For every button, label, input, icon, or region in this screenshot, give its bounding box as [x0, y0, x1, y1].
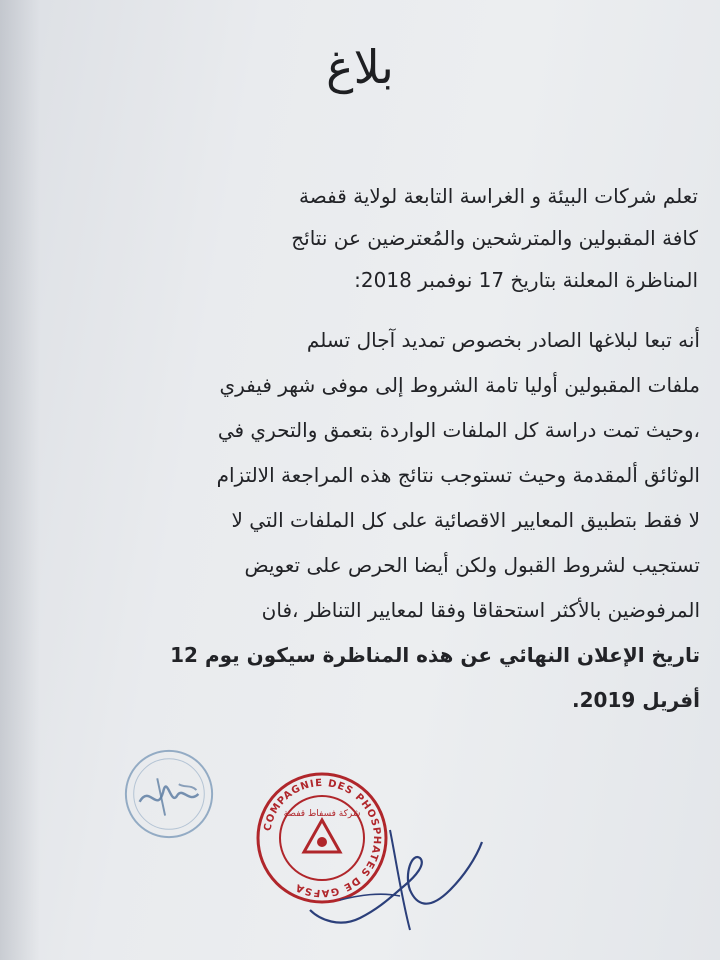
- body-line: المرفوضين بالأكثر استحقاقا وفقا لمعايير التناظر ،فان: [261, 598, 700, 622]
- body-line: أنه تبعا لبلاغها الصادر بخصوص تمديد آجال تسلم: [306, 328, 700, 352]
- stamp-inner-text: شركة فسفاط قفصة: [283, 809, 361, 819]
- signature-icon: [300, 800, 490, 940]
- intro-line: تعلم شركات البيئة و الغراسة التابعة لولاية قفصة: [299, 184, 698, 208]
- body-line: تستجيب لشروط القبول ولكن أيضا الحرص على تعويض: [244, 553, 700, 577]
- intro-line: المناظرة المعلنة بتاريخ 17 نوفمبر 2018:: [354, 268, 698, 292]
- body-line-date-end: أفريل 2019.: [572, 688, 700, 712]
- intro-line: كافة المقبولين والمترشحين والمُعترضين عن نتائج: [291, 226, 698, 250]
- blue-seal-icon: [120, 745, 218, 843]
- body-line: ،وحيث تمت دراسة كل الملفات الواردة بتعمق والتحري في: [217, 418, 700, 442]
- stamp-ring-text: COMPAGNIE DES PHOSPHATES DE GAFSA: [262, 777, 383, 899]
- intro-paragraph: [138, 175, 698, 301]
- body-line-date: تاريخ الإعلان النهائي عن هذه المناظرة سيكون يوم 12: [170, 643, 700, 667]
- body-line: الوثائق ألمقدمة وحيث تستوجب نتائج هذه المراجعة الالتزام: [216, 463, 700, 487]
- page-shadow: [0, 0, 40, 960]
- body-line: لا فقط بتطبيق المعايير الاقصائية على كل الملفات التي لا: [231, 508, 700, 532]
- document-title: بلاغ: [326, 40, 394, 94]
- main-paragraph: [60, 318, 700, 723]
- body-line: ملفات المقبولين أوليا تامة الشروط إلى موفى شهر فيفري: [219, 373, 700, 397]
